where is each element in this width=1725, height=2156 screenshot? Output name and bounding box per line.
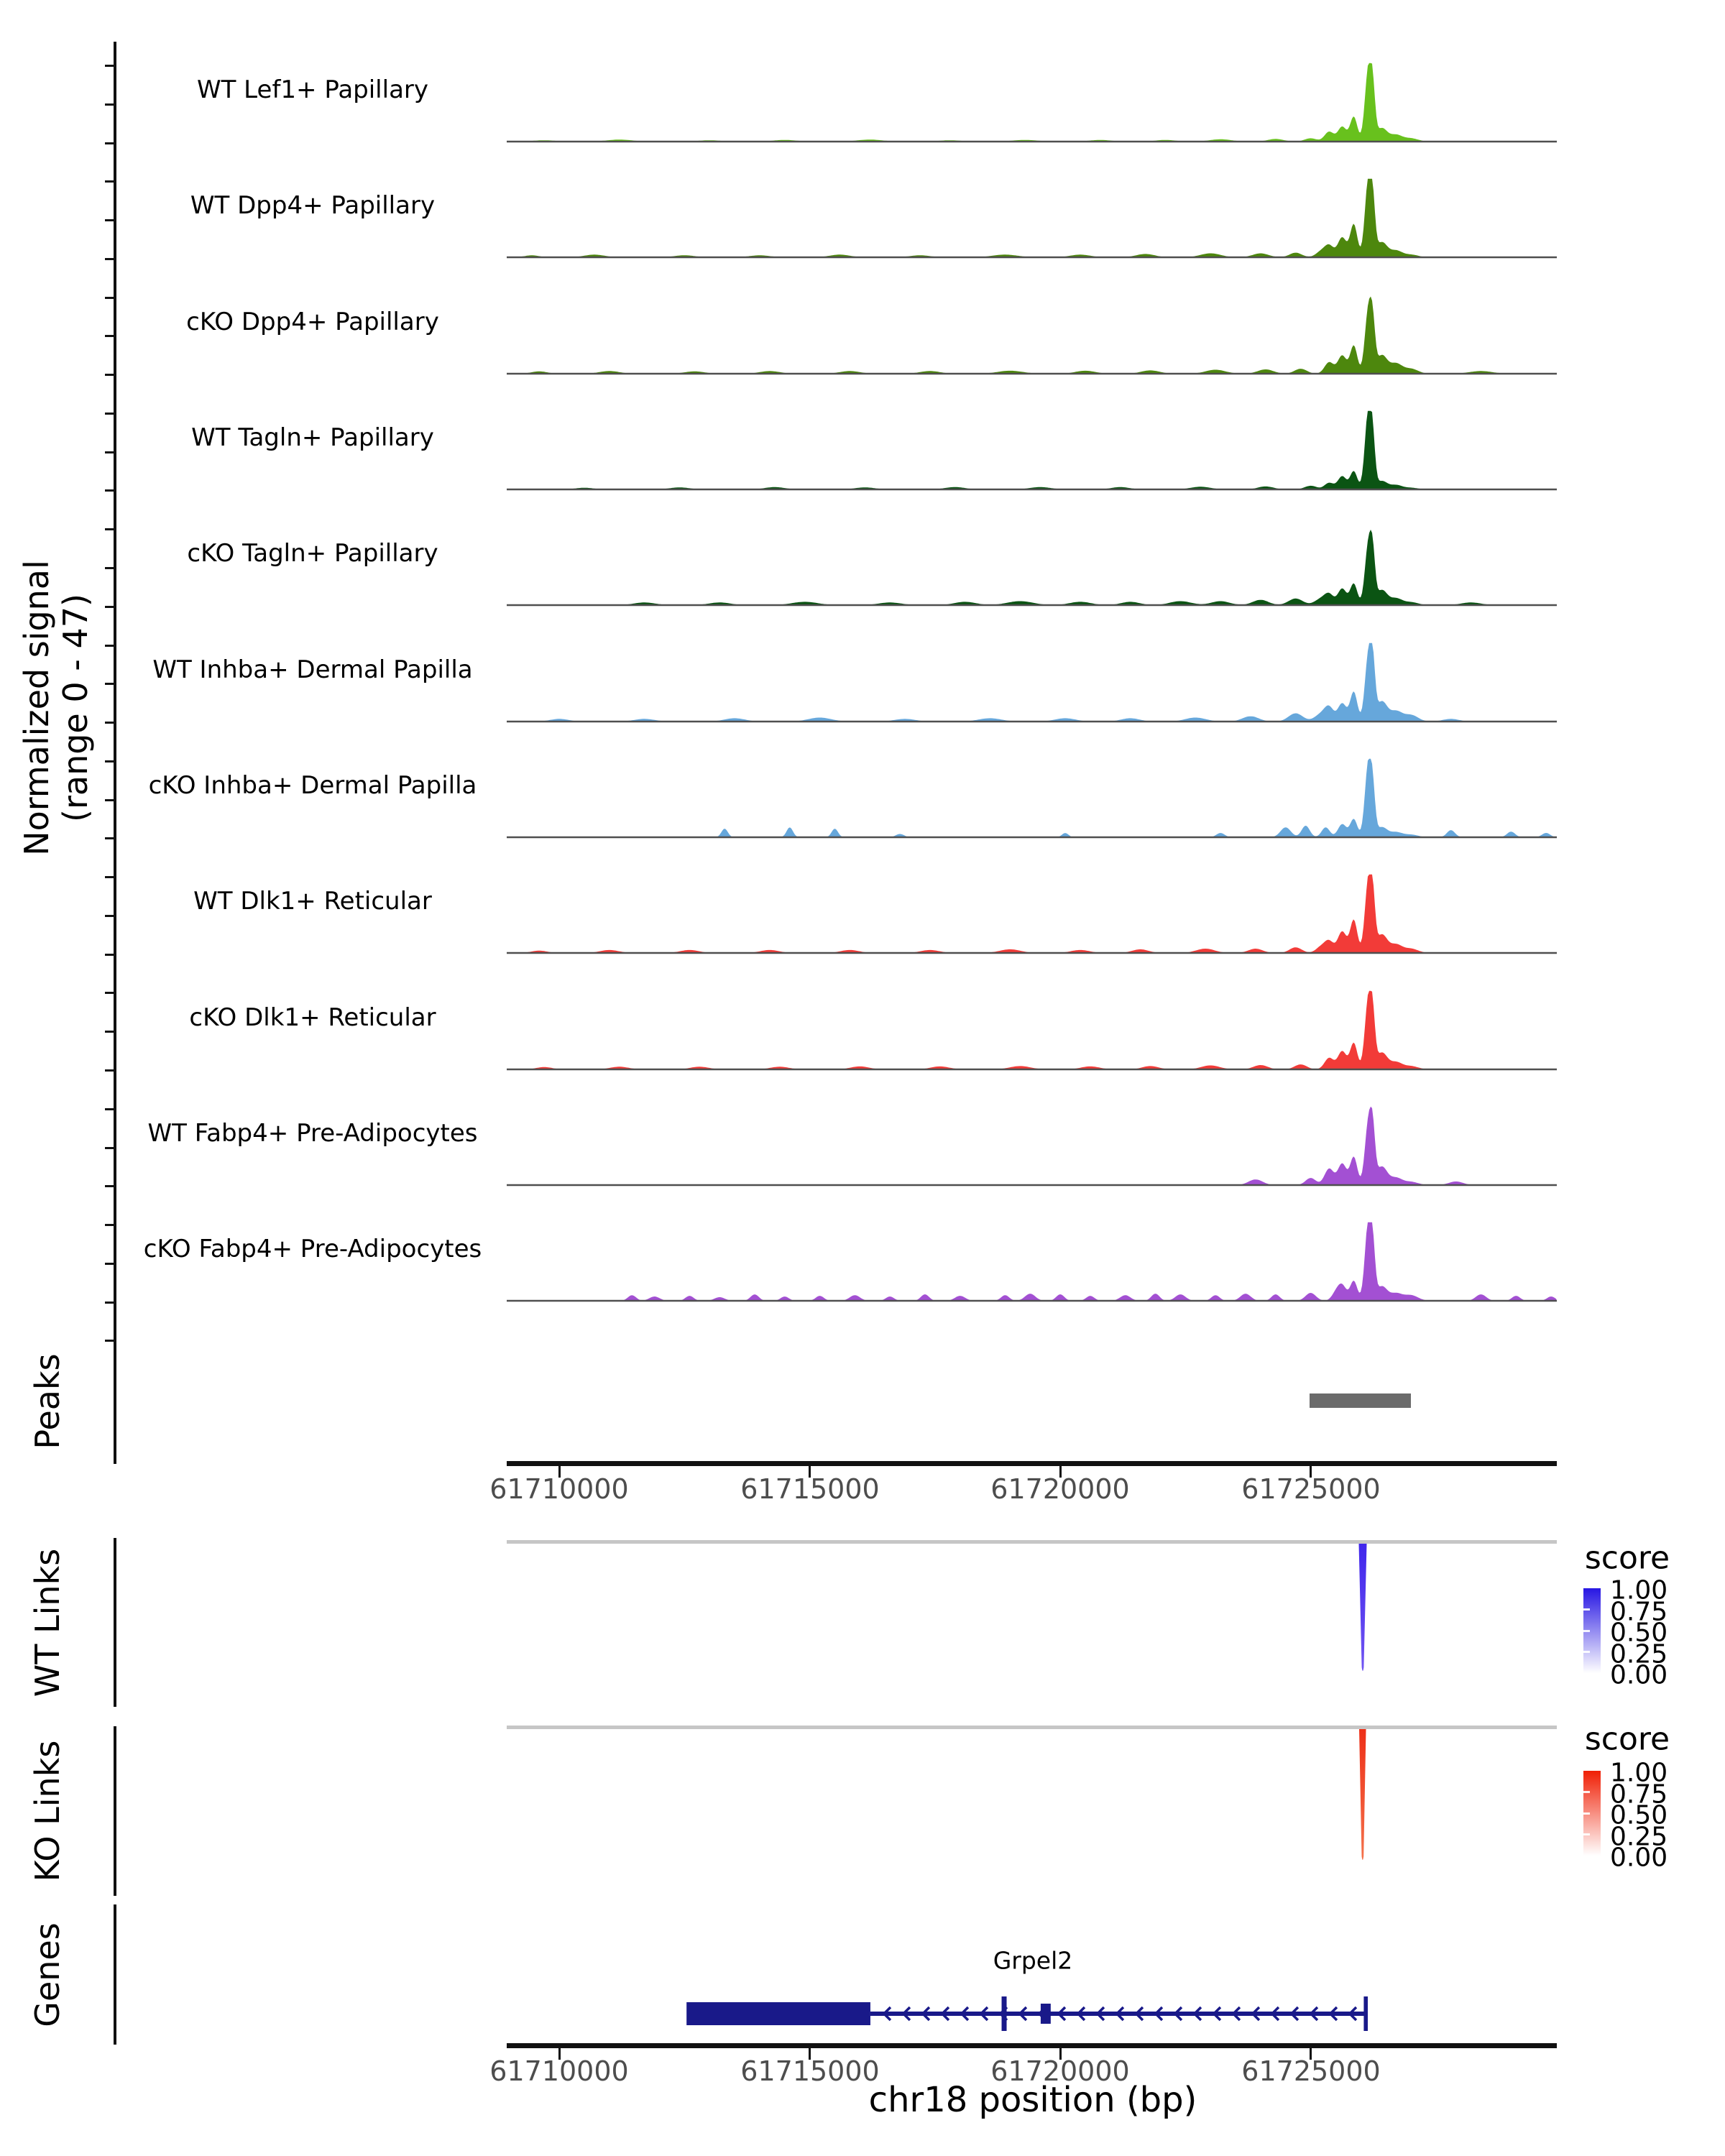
section-label-ko-links: KO Links: [28, 1740, 67, 1882]
legend-bar-notch: [1583, 1651, 1590, 1653]
legend-bar-notch: [1583, 1791, 1590, 1793]
gene-exon-box: [686, 2002, 870, 2025]
genomic-axis-tick-label: 61710000: [489, 1473, 629, 1505]
track-label: cKO Dlk1+ Reticular: [189, 1003, 436, 1032]
signal-y-axis-label-line2: (range 0 - 47): [56, 594, 95, 822]
wt-link-spike: [1359, 1544, 1367, 1671]
genomic-axis-tick-label: 61720000: [990, 2055, 1130, 2087]
genomic-axis-tick-label: 61710000: [489, 2055, 629, 2087]
legend-value: 0.00: [1610, 1843, 1668, 1873]
legend-bar-notch: [1583, 1608, 1590, 1611]
x-axis-title: chr18 position (bp): [868, 2080, 1197, 2120]
genomic-axis-tick-label: 61725000: [1241, 1473, 1381, 1505]
track-label: WT Tagln+ Papillary: [191, 423, 434, 452]
track-label: cKO Fabp4+ Pre-Adipocytes: [143, 1235, 482, 1263]
ko-link-spike: [1359, 1729, 1366, 1860]
genomic-axis-tick-label: 61725000: [1241, 2055, 1381, 2087]
section-label-genes: Genes: [28, 1922, 67, 2027]
track-label: WT Lef1+ Papillary: [196, 75, 429, 104]
track-label: WT Dpp4+ Papillary: [190, 191, 436, 220]
legend-value: 1.00: [1610, 1758, 1668, 1788]
legend-bar-notch: [1583, 1812, 1590, 1815]
track-label: WT Dlk1+ Reticular: [193, 887, 432, 916]
section-label-peaks: Peaks: [28, 1353, 67, 1450]
wt-legend-title: score: [1584, 1539, 1670, 1577]
legend-value: 0.75: [1610, 1779, 1668, 1810]
signal-y-axis-label-line1: Normalized signal: [17, 560, 56, 856]
gene-small-exon: [1041, 2004, 1051, 2024]
legend-value: 0.25: [1610, 1639, 1668, 1669]
legend-bar-notch: [1583, 1833, 1590, 1835]
track-label: cKO Dpp4+ Papillary: [186, 308, 439, 336]
gene-name-label: Grpel2: [993, 1946, 1073, 1975]
legend-gradient-bar: [1583, 1588, 1601, 1673]
gene-exon-tick: [1002, 1996, 1007, 2031]
gene-model: [686, 1996, 1368, 2031]
track-label: cKO Tagln+ Papillary: [187, 539, 438, 568]
genomic-axis-line: [507, 2043, 1557, 2048]
legend-value: 0.50: [1610, 1618, 1668, 1648]
track-label: WT Inhba+ Dermal Papilla: [152, 655, 473, 684]
genomic-axis-tick-label: 61715000: [740, 2055, 880, 2087]
ko-links-baseline: [507, 1726, 1557, 1729]
legend-value: 1.00: [1610, 1575, 1668, 1606]
section-label-wt-links: WT Links: [28, 1548, 67, 1697]
legend-bar-notch: [1583, 1630, 1590, 1632]
gene-end-bar: [1363, 1996, 1368, 2031]
track-label: WT Fabp4+ Pre-Adipocytes: [147, 1119, 478, 1148]
genomic-axis-tick-label: 61715000: [740, 1473, 880, 1505]
legend-value: 0.75: [1610, 1597, 1668, 1627]
legend-gradient-bar: [1583, 1771, 1601, 1856]
legend-value: 0.25: [1610, 1822, 1668, 1852]
track-label: cKO Inhba+ Dermal Papilla: [148, 771, 477, 800]
legend-value: 0.50: [1610, 1800, 1668, 1830]
genomic-axis-tick-label: 61720000: [990, 1473, 1130, 1505]
ko-legend-title: score: [1584, 1720, 1670, 1758]
legend-value: 0.00: [1610, 1660, 1668, 1690]
